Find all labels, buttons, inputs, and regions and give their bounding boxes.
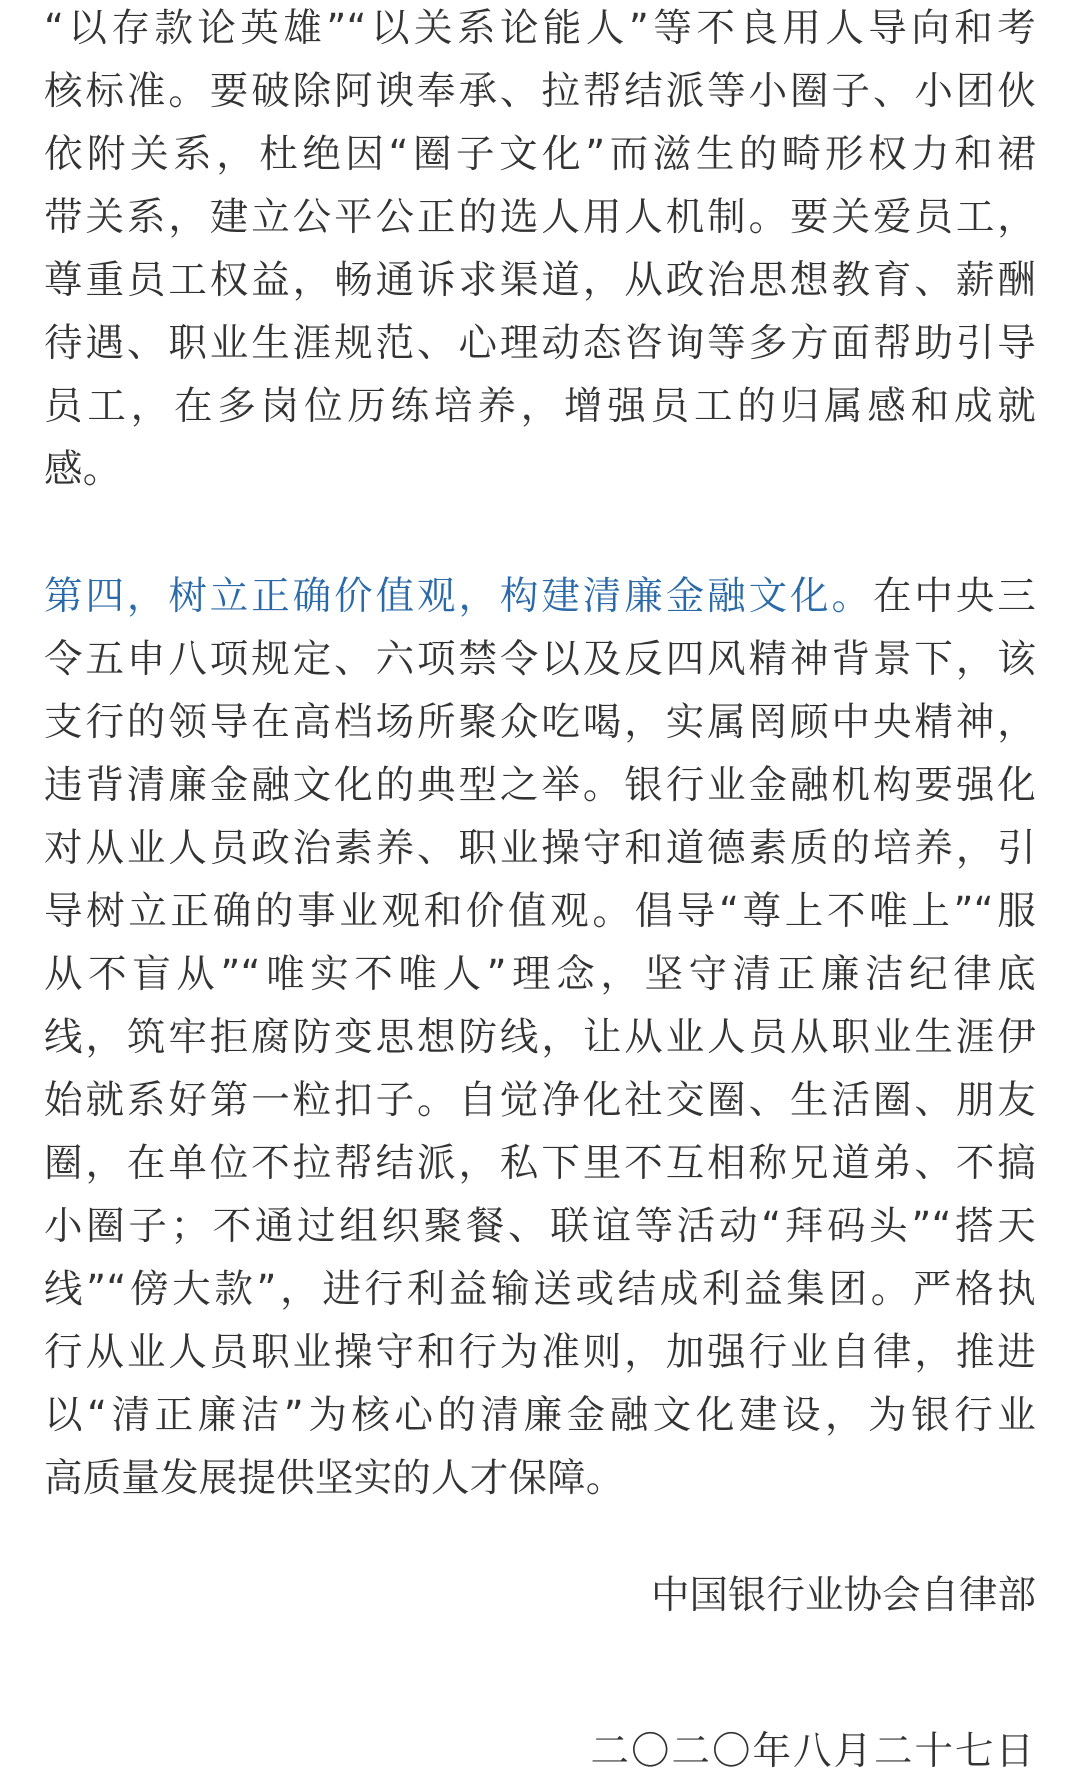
text-line: 违背清廉金融文化的典型之举。银行业金融机构要强化 [44,763,1036,808]
text-line: 带关系，建立公平公正的选人用人机制。要关爱员工， [44,195,1036,240]
text-line: 导树立正确的事业观和价值观。倡导“尊上不唯上”“服 [44,889,1036,934]
signature-organization: 中国银行业协会自律部 [650,1573,1036,1618]
text-line: “以存款论英雄”“以关系论能人”等不良用人导向和考 [44,6,1036,51]
text-line: 员工，在多岗位历练培养，增强员工的归属感和成就 [44,384,1036,429]
text-line: 线，筑牢拒腐防变思想防线，让从业人员从职业生涯伊 [44,1015,1036,1060]
text-line: 圈，在单位不拉帮结派，私下里不互相称兄道弟、不搞 [44,1141,1036,1186]
text-line: 行从业人员职业操守和行为准则，加强行业自律，推进 [44,1330,1036,1375]
text-line: 以“清正廉洁”为核心的清廉金融文化建设，为银行业 [44,1393,1036,1438]
text-line: 感。 [44,447,122,492]
text-line: 对从业人员政治素养、职业操守和道德素质的培养，引 [44,826,1036,871]
text-line: 高质量发展提供坚实的人才保障。 [44,1456,625,1501]
text-line: 支行的领导在高档场所聚众吃喝，实属罔顾中央精神， [44,700,1036,745]
text-line: 核标准。要破除阿谀奉承、拉帮结派等小圈子、小团伙 [44,69,1036,114]
text-line [44,565,1036,628]
text-line: 依附关系，杜绝因“圈子文化”而滋生的畸形权力和裙 [44,132,1036,177]
heading-line-rest: 在中央三 [872,574,1036,619]
paragraph-continued [44,0,1036,501]
paragraph-fourth [44,565,1036,1510]
text-line: 尊重员工权益，畅通诉求渠道，从政治思想教育、薪酬 [44,258,1036,303]
text-line: 始就系好第一粒扣子。自觉净化社交圈、生活圈、朋友 [44,1078,1036,1123]
text-line: 线”“傍大款”，进行利益输送或结成利益集团。严格执 [44,1267,1036,1312]
text-line: 从不盲从”“唯实不唯人”理念，坚守清正廉洁纪律底 [44,952,1036,997]
signature-date: 二〇二〇年八月二十七日 [590,1729,1036,1774]
text-line: 令五申八项规定、六项禁令以及反四风精神背景下，该 [44,637,1036,682]
section-heading: 第四，树立正确价值观，构建清廉金融文化。 [44,574,873,619]
article-body [44,0,1036,1510]
text-line: 小圈子；不通过组织聚餐、联谊等活动“拜码头”“搭天 [44,1204,1036,1249]
paragraph-gap [44,501,1036,565]
text-line: 待遇、职业生涯规范、心理动态咨询等多方面帮助引导 [44,321,1036,366]
